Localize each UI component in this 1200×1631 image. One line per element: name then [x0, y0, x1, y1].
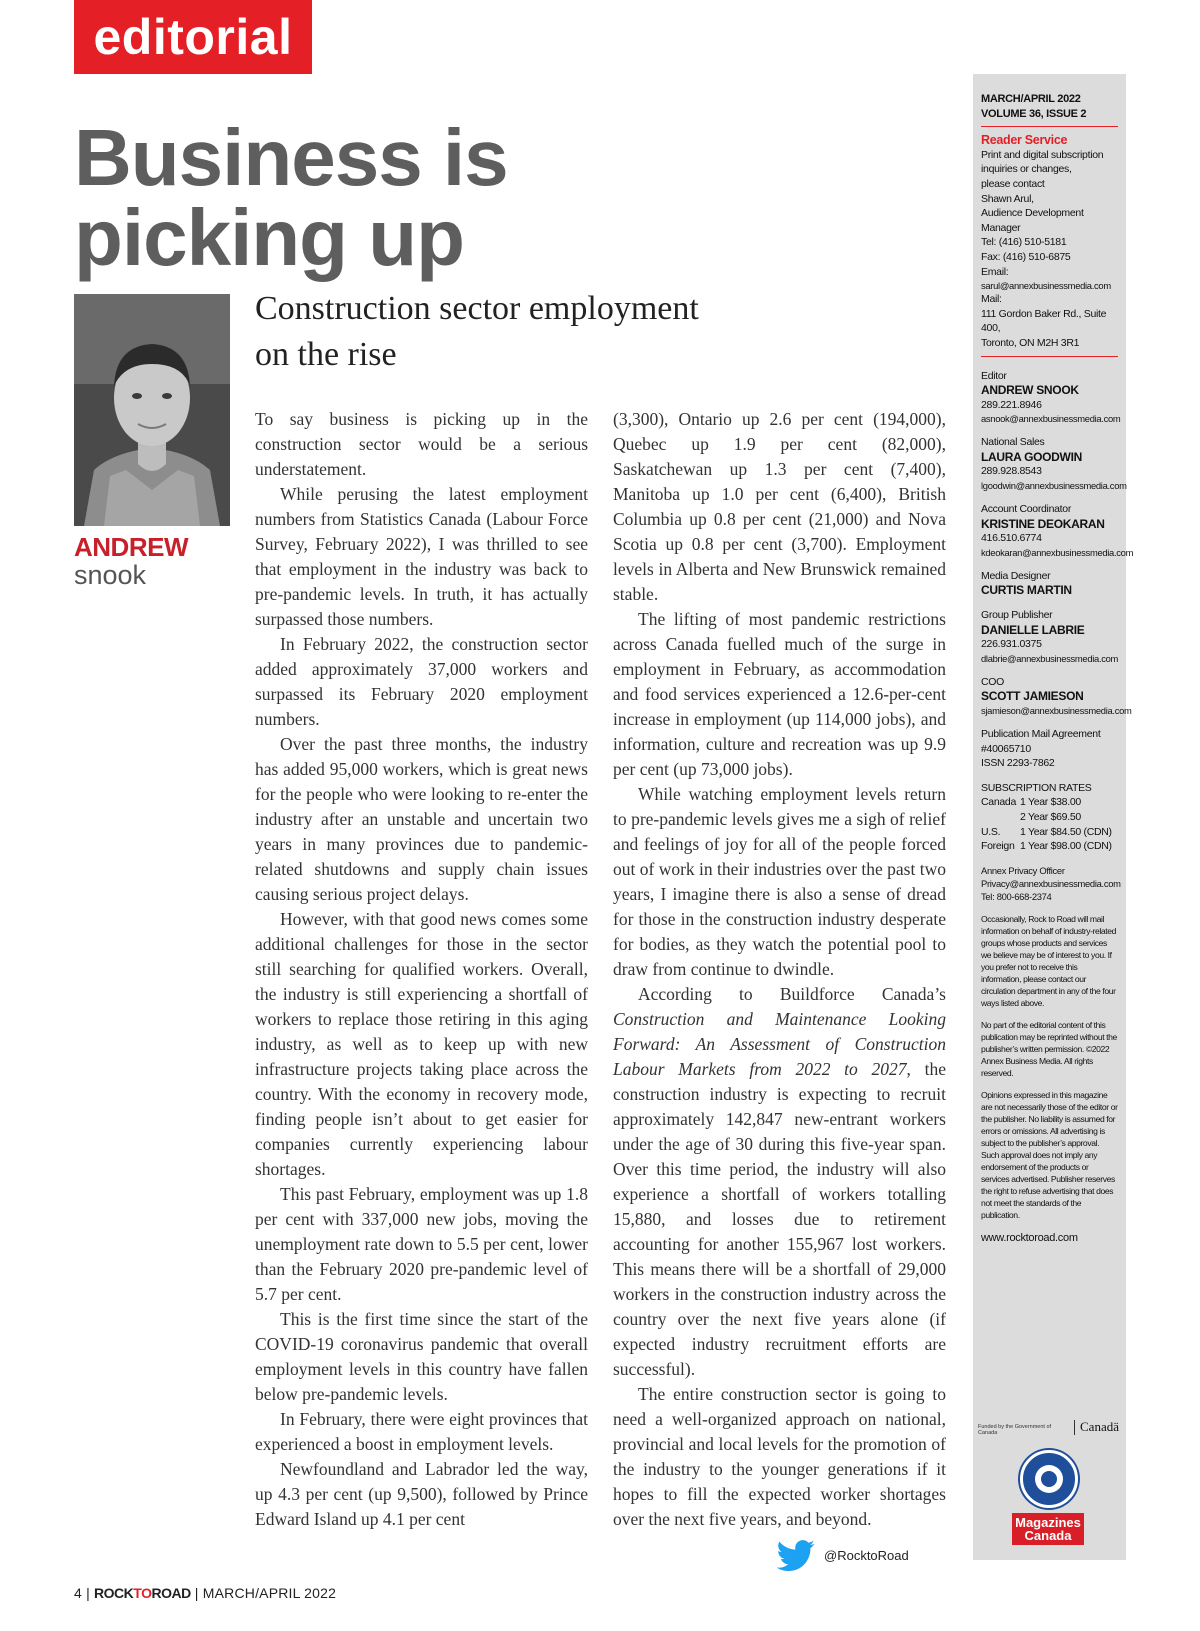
funded-by-text: Funded by the Government of Canada	[978, 1424, 1052, 1436]
issue-date: MARCH/APRIL 2022	[981, 93, 1081, 105]
privacy-officer: Annex Privacy Officer	[981, 864, 1065, 876]
staff-email[interactable]: lgoodwin@annexbusinessmedia.com	[981, 480, 1127, 492]
paragraph: This past February, employment was up 1.8 per cent with 337,000 new jobs, moving the unemployment rate down to 5.5 per cent, lower than the February 2020 pre-pandemic level of 5.7 per cent.	[255, 1184, 588, 1304]
author-first-name: ANDREW	[74, 532, 188, 562]
headline	[74, 113, 874, 282]
staff-name: KRISTINE DEOKARAN	[981, 516, 1105, 531]
divider	[1074, 1420, 1075, 1435]
wordmark-rock: ROCK	[94, 1585, 134, 1601]
author-last-name: snook	[74, 560, 147, 590]
reprint-notice: No part of the editorial content of this publication may be reprinted without the publisher’s written permission. ©2022 Annex Business Media. All rights reserved.	[981, 1019, 1117, 1078]
paragraph: This is the first time since the start of the COVID-19 coronavirus pandemic that overall employment levels in this country have fallen below pre-pandemic levels.	[255, 1309, 588, 1404]
paragraph: Over the past three months, the industry has added 95,000 workers, which is great news for the people who were looking to re-enter the industry after an unstable and uncertain two years in many provinces due to pandemic-related shutdowns and supply chain issues causing serious project delays.	[255, 734, 588, 904]
twitter-bird-icon[interactable]	[776, 1540, 816, 1572]
reader-service-line: Fax: (416) 510-6875	[981, 250, 1071, 263]
publication-mail-label: Publication Mail Agreement	[981, 728, 1101, 740]
footer-separator: |	[86, 1585, 95, 1601]
article-column-2	[613, 407, 946, 1532]
staff-phone: 226.931.0375	[981, 638, 1042, 651]
publication-mail-number: #40065710	[981, 742, 1031, 755]
staff-name: ANDREW SNOOK	[981, 383, 1079, 398]
reader-service-line: 111 Gordon Baker Rd., Suite 400,	[981, 307, 1107, 335]
rate-value: 2 Year $69.50	[1019, 810, 1081, 823]
privacy-phone: Tel: 800-668-2374	[981, 890, 1052, 902]
staff-phone: 289.221.8946	[981, 398, 1042, 411]
staff-phone: 289.928.8543	[981, 465, 1042, 478]
staff-role: Media Designer	[981, 569, 1051, 582]
rate-value: 1 Year $84.50 (CDN)	[1019, 825, 1112, 838]
reader-service-line: Shawn Arul,	[981, 192, 1034, 205]
divider	[981, 356, 1118, 357]
paragraph: To say business is picking up in the construction sector would be a serious understatement.	[255, 409, 588, 479]
magazine-wordmark	[94, 1585, 191, 1601]
headline-line-1: Business is	[74, 113, 508, 202]
staff-role: National Sales	[981, 436, 1045, 449]
paragraph-text: , the construction industry is expecting to recruit approximately 142,847 new-entrant workers under the age of 30 during this five-year span. Over this time period, the industry will also experience a shortfall of workers totalling 15,880, and losses due to retirement accounting for another 155,967 lost workers. This means there will be a shortfall of 29,000 workers in the construction industry across the country over the next five years alone (if expected industry recruitment efforts are successful).	[613, 1059, 946, 1379]
reader-service-line: Email:	[981, 265, 1009, 278]
staff-role: Group Publisher	[981, 609, 1053, 622]
staff-name: SCOTT JAMIESON	[981, 689, 1084, 704]
footer-separator: |	[194, 1585, 203, 1601]
divider	[981, 126, 1118, 127]
rate-value: 1 Year $38.00	[1019, 796, 1081, 809]
masthead-sidebar	[973, 74, 1134, 1560]
author-photo	[74, 294, 230, 526]
issue-volume: VOLUME 36, ISSUE 2	[981, 107, 1087, 120]
staff-role: Account Coordinator	[981, 503, 1072, 516]
report-title: Construction and Maintenance Looking Forward: An Assessment of Construction Labour Markets from 2022 to 2027	[613, 1009, 946, 1079]
paragraph-text: According to Buildforce Canada’s	[638, 984, 946, 1004]
rate-region: Canada	[981, 796, 1016, 809]
reader-service-line: Mail:	[981, 293, 1002, 306]
paragraph: The entire construction sector is going to need a well-organized approach on national, provincial and local levels for the promotion of the industry to the younger generations if it hopes to fill the expected worker shortages over the next five years, and beyond.	[613, 1384, 946, 1529]
headline-line-2: picking up	[74, 193, 464, 282]
table-row	[981, 825, 1116, 840]
staff-role: Editor	[981, 369, 1007, 382]
issn: ISSN 2293-7862	[981, 757, 1055, 770]
rate-region: Foreign	[981, 840, 1015, 853]
wordmark-road: ROAD	[151, 1585, 191, 1601]
table-row	[981, 810, 1116, 825]
paragraph: In February, there were eight provinces that experienced a boost in employment levels.	[255, 1409, 588, 1454]
paragraph: The lifting of most pandemic restrictions across Canada fuelled much of the surge in employment in February, as accommodation and food services experienced a 12.6-per-cent increase in employment (up 114,000 jobs), and information, culture and recreation was up 9.9 per cent (up 73,000 jobs).	[613, 609, 946, 779]
reader-service-title: Reader Service	[981, 133, 1068, 148]
staff-email[interactable]: sjamieson@annexbusinessmedia.com	[981, 705, 1132, 716]
paragraph: However, with that good news comes some additional challenges for those in the sector still searching for qualified workers. Overall, the industry is still experiencing a shortfall of workers to replace those retiring in this aging industry, as well as to keep up with new infrastructure projects taking place across the country. With the economy in recovery mode, finding people isn’t about to get easier for companies currently experiencing labour shortages.	[255, 909, 588, 1179]
subscription-rates-table	[981, 795, 1116, 853]
page-footer	[74, 1585, 336, 1601]
government-funding-logo	[978, 1419, 1123, 1437]
deck-subheadline	[255, 286, 875, 378]
magazines-canada-line-1: Magazines	[1015, 1515, 1081, 1530]
staff-email[interactable]: dlabrie@annexbusinessmedia.com	[981, 652, 1119, 664]
table-row	[981, 839, 1116, 854]
rate-value: 1 Year $98.00 (CDN)	[1019, 840, 1112, 853]
paragraph: (3,300), Ontario up 2.6 per cent (194,000), Quebec up 1.9 per cent (82,000), Saskatchewan up 1.3 per cent (7,400), Manitoba up 1.0 per cent (6,400), British Columbia up 0.8 per cent (21,000) and Nova Scotia up 0.8 per cent (3,700). Employment levels in Alberta and New Brunswick remained stable.	[613, 409, 946, 604]
staff-name: LAURA GOODWIN	[981, 449, 1082, 464]
magazines-canada-logo	[1012, 1513, 1084, 1545]
mail-notice: Occasionally, Rock to Road will mail information on behalf of industry-related groups whose products and services we believe may be of interest to you. If you prefer not to receive this information, please contact our circulation department in any of the four ways listed above.	[981, 913, 1117, 1008]
staff-name: CURTIS MARTIN	[981, 583, 1072, 598]
canada-wordmark: Canadä	[1080, 1419, 1119, 1434]
reader-service-line: inquiries or changes,	[981, 163, 1072, 176]
staff-email[interactable]: asnook@annexbusinessmedia.com	[981, 413, 1121, 425]
table-row	[981, 795, 1116, 810]
twitter-handle[interactable]: @RocktoRoad	[824, 1548, 909, 1563]
website-link[interactable]: www.rocktoroad.com	[981, 1231, 1078, 1244]
staff-role: COO	[981, 675, 1005, 688]
reader-service-line: Audience Development Manager	[981, 207, 1084, 234]
reader-service-email[interactable]: sarul@annexbusinessmedia.com	[981, 280, 1111, 292]
staff-email[interactable]: kdeokaran@annexbusinessmedia.com	[981, 546, 1134, 558]
paragraph	[613, 982, 946, 1382]
footer-issue: MARCH/APRIL 2022	[202, 1585, 337, 1601]
magazines-canada-line-2: Canada	[1024, 1528, 1072, 1543]
association-seal-icon	[1020, 1450, 1078, 1508]
page-number: 4	[74, 1585, 82, 1601]
paragraph: Newfoundland and Labrador led the way, up 4.3 per cent (up 9,500), followed by Prince Edward Island up 4.1 per cent	[255, 1459, 588, 1529]
wordmark-to: TO	[133, 1585, 152, 1601]
paragraph: In February 2022, the construction sector added approximately 37,000 workers and surpassed its February 2020 employment numbers.	[255, 634, 588, 729]
deck-line-2: on the rise	[255, 336, 397, 373]
staff-phone: 416.510.6774	[981, 532, 1042, 545]
reader-service-line: Toronto, ON M2H 3R1	[981, 336, 1080, 349]
reader-service-line: please contact	[981, 177, 1045, 190]
reader-service-line: Tel: (416) 510-5181	[981, 236, 1067, 249]
section-label: editorial	[74, 0, 312, 74]
opinions-notice: Opinions expressed in this magazine are not necessarily those of the editor or the publisher. No liability is assumed for errors or omissions. All advertising is subject to the publisher’s approval. Such approval does not imply any endorsement of the products or services advertised. Publisher reserves the right to refuse advertising that does not meet the standards of the publication.	[981, 1089, 1118, 1220]
paragraph: While perusing the latest employment numbers from Statistics Canada (Labour Force Survey, February 2022), I was thrilled to see that employment in the industry was back to pre-pandemic levels. In truth, it has actually surpassed those numbers.	[255, 484, 588, 629]
privacy-email[interactable]: Privacy@annexbusinessmedia.com	[981, 877, 1121, 889]
reader-service-line: Print and digital subscription	[981, 148, 1104, 161]
subscription-rates-title: SUBSCRIPTION RATES	[981, 781, 1092, 794]
rate-region: U.S.	[981, 825, 1001, 838]
paragraph: While watching employment levels return to pre-pandemic levels gives me a sigh of relief and feelings of joy for all of the people forced out of work in their industries over the past two years, I imagine there is also a sense of dread for those in the construction industry desperate for bodies, as they watch the potential pool to draw from continue to dwindle.	[613, 784, 946, 979]
deck-line-1: Construction sector employment	[255, 290, 699, 327]
rate-region	[981, 810, 1020, 825]
staff-name: DANIELLE LABRIE	[981, 622, 1085, 637]
article-column-1	[255, 407, 588, 1532]
author-photo-illustration	[74, 294, 230, 526]
